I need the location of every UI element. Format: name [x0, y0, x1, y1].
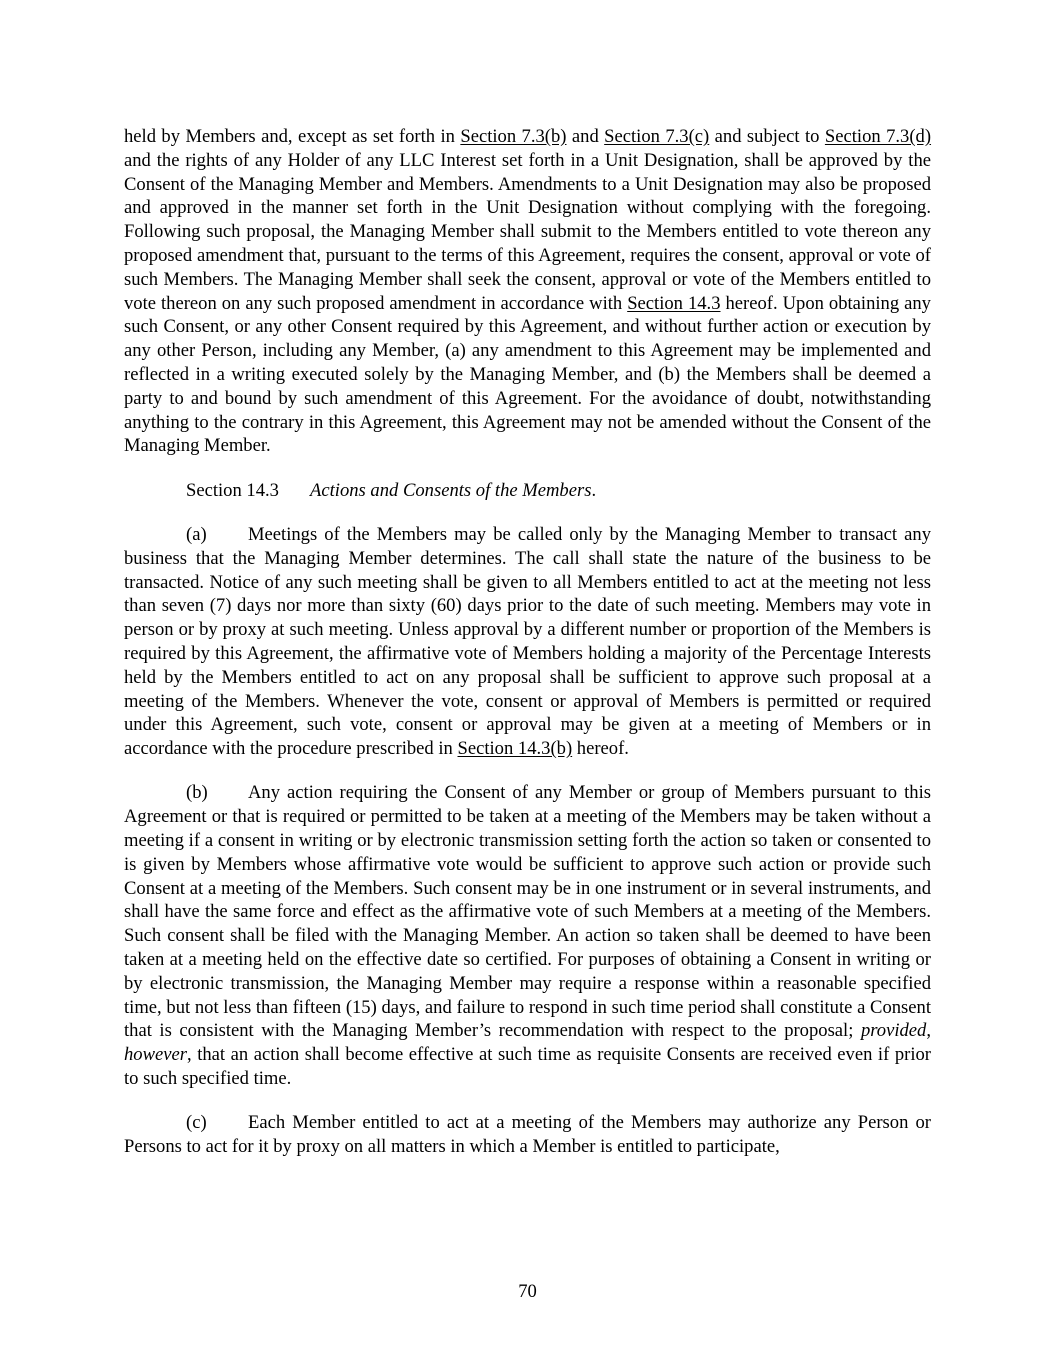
- text-segment: Any action requiring the Consent of any Member or group of Members pursuant to this Agreement or that is required or permitted to be taken at a meeting of the Members may be taken without a meeting if a consent in writing or by electronic transmission setting forth the action so taken or consented to is given by Members whose affirmative vote would be sufficient to approve such action or provide such Consent at a meeting of the Members. Such consent may be in one instrument or in several instruments, and shall have the same force and effect as the affirmative vote of such Members at a meeting of the Members. Such consent shall be filed with the Managing Member. An action so taken shall be deemed to have been taken at a meeting held on the effective date so certified. For purposes of obtaining a Consent in writing or by electronic transmission, the Managing Member may require a response within a reasonable specified time, but not less than fifteen (15) days, and failure to respond in such time period shall constitute a Consent that is consistent with the Managing Member’s recommendation with respect to the proposal;: [124, 782, 931, 1042]
- section-number: Section 14.3: [186, 479, 279, 501]
- document-body: [124, 125, 931, 1179]
- text-segment: hereof. Upon obtaining any such Consent, or any other Consent required by this Agreement, and without further action or execution by any other Person, including any Member, (a) any amendment to this Agreement may be implemented and reflected in a writing executed solely by the Managing Member, and (b) the Members shall be deemed a party to and bound by such amendment of this Agreement. For the avoidance of doubt, notwithstanding anything to the contrary in this Agreement, this Agreement may not be amended without the Consent of the Managing Member.: [124, 292, 931, 457]
- text-segment: and subject to: [709, 126, 825, 147]
- subsection-paragraph: [124, 523, 931, 761]
- section-heading: [124, 479, 931, 503]
- text-segment: and the rights of any Holder of any LLC Interest set forth in a Unit Designation, shall be approved by the Consent of the Managing Member and Members. Amendments to a Unit Designation may also be proposed and approved in the manner set forth in the Unit Designation without complying with the foregoing. Following such proposal, the Managing Member shall submit to the Members entitled to vote thereon any proposed amendment that, pursuant to the terms of this Agreement, requires the consent, approval or vote of such Members. The Managing Member shall seek the consent, approval or vote of the Members entitled to vote thereon on any such proposed amendment in accordance with: [124, 149, 931, 314]
- section-reference: Section 7.3(d): [824, 126, 932, 147]
- subsection-marker: (b): [186, 782, 208, 804]
- text-segment: hereof.: [572, 738, 629, 760]
- page-number: 70: [518, 1281, 537, 1302]
- emphasized-text: provided: [860, 1020, 927, 1042]
- text-segment: ,: [926, 1020, 931, 1042]
- section-reference: Section 7.3(c): [604, 126, 710, 147]
- section-reference: Section 7.3(b): [460, 126, 567, 147]
- continuation-paragraph: [124, 125, 931, 458]
- section-reference: Section 14.3: [627, 292, 721, 314]
- text-segment: and: [566, 126, 605, 147]
- section-title-suffix: .: [591, 479, 597, 501]
- text-segment: , that an action shall become effective at such time as requisite Consents are received even if prior to such specified time.: [124, 1044, 931, 1089]
- subsection-paragraph: [124, 781, 931, 1090]
- section-title: Actions and Consents of the Members: [310, 479, 592, 501]
- text-segment: held by Members and, except as set forth in: [124, 126, 461, 147]
- section-reference: Section 14.3(b): [457, 738, 573, 760]
- text-segment: Each Member entitled to act at a meeting of the Members may authorize any Person or Persons to act for it by proxy on all matters in which a Member is entitled to participate,: [124, 1112, 931, 1158]
- subsection-paragraph: [124, 1111, 931, 1159]
- subsection-marker: (a): [186, 523, 207, 545]
- subsection-marker: (c): [186, 1112, 207, 1134]
- text-segment: Meetings of the Members may be called only by the Managing Member to transact any business that the Managing Member determines. The call shall state the nature of the business to be transacted. Notice of any such meeting shall be given to all Members entitled to act at the meeting not less than seven (7) days nor more than sixty (60) days prior to the date of such meeting. Members may vote in person or by proxy at such meeting. Unless approval by a different number or proportion of the Members is required by this Agreement, the affirmative vote of Members holding a majority of the Percentage Interests held by the Members entitled to act on any proposal shall be sufficient to approve such proposal at a meeting of the Members. Whenever the vote, consent or approval of Members is permitted or required under this Agreement, such vote, consent or approval may be given at a meeting of Members or in accordance with the procedure prescribed in: [124, 523, 931, 760]
- emphasized-text: however: [124, 1044, 187, 1066]
